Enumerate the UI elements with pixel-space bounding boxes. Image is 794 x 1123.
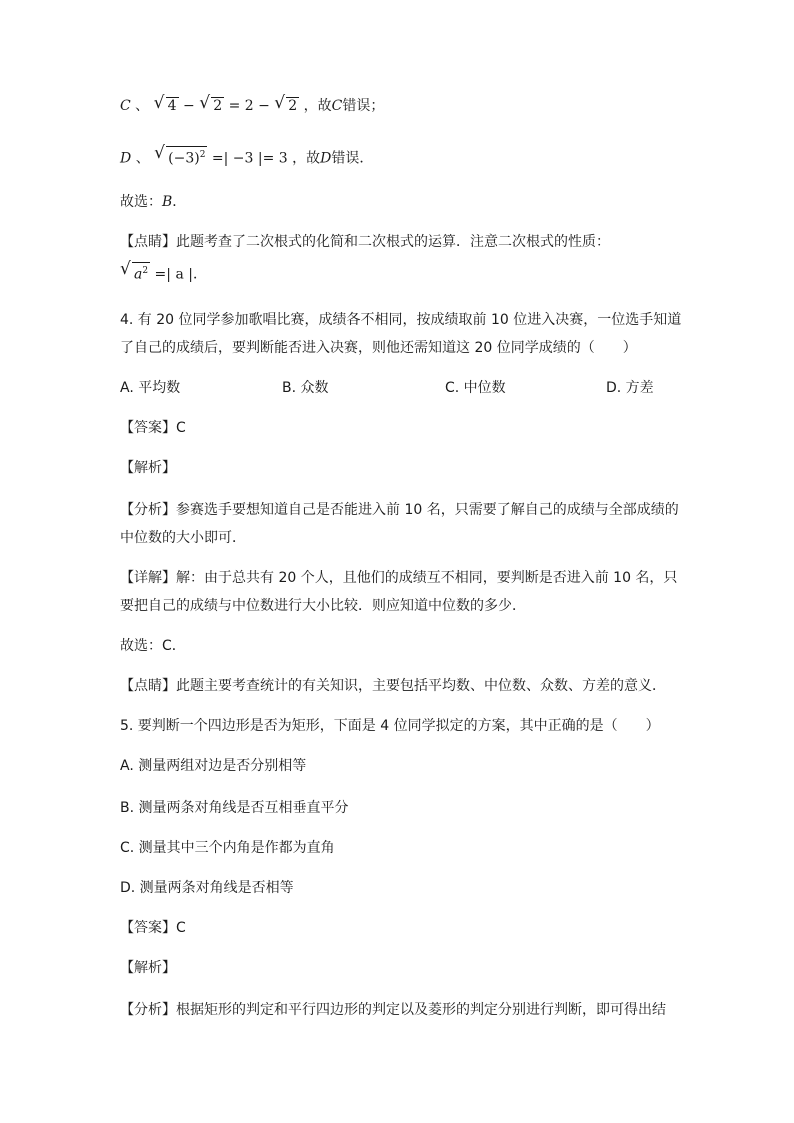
q5-option-c: C. 测量其中三个内角是作都为直角: [120, 840, 335, 856]
option-c-solution: [120, 96, 384, 116]
radicand-wrap: [166, 146, 207, 167]
wrong-text: 错误；: [342, 98, 385, 114]
q4-answer: 【答案】C: [120, 420, 186, 436]
q5-option-d: D. 测量两条对角线是否相等: [120, 880, 294, 896]
radicand: 2: [213, 98, 223, 114]
wrong-text: 错误．: [331, 150, 374, 167]
choose-label: 故选：: [120, 194, 162, 210]
q4-option-c: C. 中位数: [445, 380, 506, 396]
q4-choose: 故选：C．: [120, 638, 186, 654]
q4-dianjing: 【点睛】此题主要考查统计的有关知识，主要包括平均数、中位数、众数、方差的意义．: [120, 678, 666, 694]
separator: 、: [135, 98, 150, 114]
choose-end: ．: [172, 194, 187, 210]
equals-expression: = 2 −: [228, 98, 270, 114]
q4-option-a: A. 平均数: [120, 380, 181, 396]
q5-jiexi: 【解析】: [120, 960, 176, 976]
sqrt-4: [156, 96, 179, 116]
radicand: 4: [167, 98, 177, 114]
radicand: (−3): [168, 150, 200, 167]
option-c-label: C: [120, 98, 131, 114]
radicand: a: [134, 266, 143, 283]
exponent: 2: [142, 266, 149, 276]
option-d-label: D: [120, 150, 132, 167]
option-c-var: C: [331, 98, 343, 114]
q5-answer: 【答案】C: [120, 920, 186, 936]
q4-stem-line1: 4. 有 20 位同学参加歌唱比赛，成绩各不相同，按成绩取前 10 位进入决赛，一位选手知道: [120, 312, 682, 328]
q5-stem: 5. 要判断一个四边形是否为矩形，下面是 4 位同学拟定的方案，其中正确的是（ ）: [120, 718, 660, 734]
minus-sign: −: [183, 98, 195, 114]
option-d-var: D: [320, 150, 332, 167]
q5-fenxi: 【分析】根据矩形的判定和平行四边形的判定以及菱形的判定分别进行判断，即可得出结: [120, 1002, 666, 1018]
option-d-solution: [120, 146, 373, 169]
sqrt-property: [120, 262, 207, 285]
exponent: 2: [199, 150, 206, 160]
choose-b: [120, 192, 186, 212]
sqrt-2-result: [276, 96, 299, 116]
q4-xiangjie-line1: 【详解】解：由于总共有 20 个人，且他们的成绩互不相同，要判断是否进入前 10 名，只: [120, 570, 678, 586]
q5-option-a: A. 测量两组对边是否分别相等: [120, 758, 307, 774]
q4-stem-line2: 了自己的成绩后，要判断能否进入决赛，则他还需知道这 20 位同学成绩的（ ）: [120, 340, 637, 356]
sqrt-neg3-squared: [156, 146, 207, 169]
therefore-text: ，故: [303, 98, 332, 114]
abs-expression: =| a |．: [154, 266, 207, 283]
q5-option-b: B. 测量两条对角线是否互相垂直平分: [120, 800, 349, 816]
q4-jiexi: 【解析】: [120, 460, 176, 476]
radicand-wrap: [132, 262, 150, 283]
sqrt-a-squared: [122, 262, 150, 285]
q4-option-d: D. 方差: [606, 380, 654, 396]
q4-fenxi-line1: 【分析】参赛选手要想知道自己是否能进入前 10 名，只需要了解自己的成绩与全部成绩的: [120, 502, 679, 518]
separator: 、: [135, 150, 150, 167]
q4-option-b: B. 众数: [282, 380, 329, 396]
dianjing-1: 【点睛】此题考查了二次根式的化简和二次根式的运算．注意二次根式的性质：: [120, 234, 610, 250]
therefore-text: ，故: [292, 150, 321, 167]
radicand: 2: [288, 98, 298, 114]
q4-fenxi-line2: 中位数的大小即可．: [120, 530, 246, 546]
sqrt-2: [201, 96, 224, 116]
q4-xiangjie-line2: 要把自己的成绩与中位数进行大小比较．则应知道中位数的多少．: [120, 598, 526, 614]
equals-expression: =| −3 |= 3: [211, 150, 288, 167]
choose-var: B: [162, 194, 173, 210]
